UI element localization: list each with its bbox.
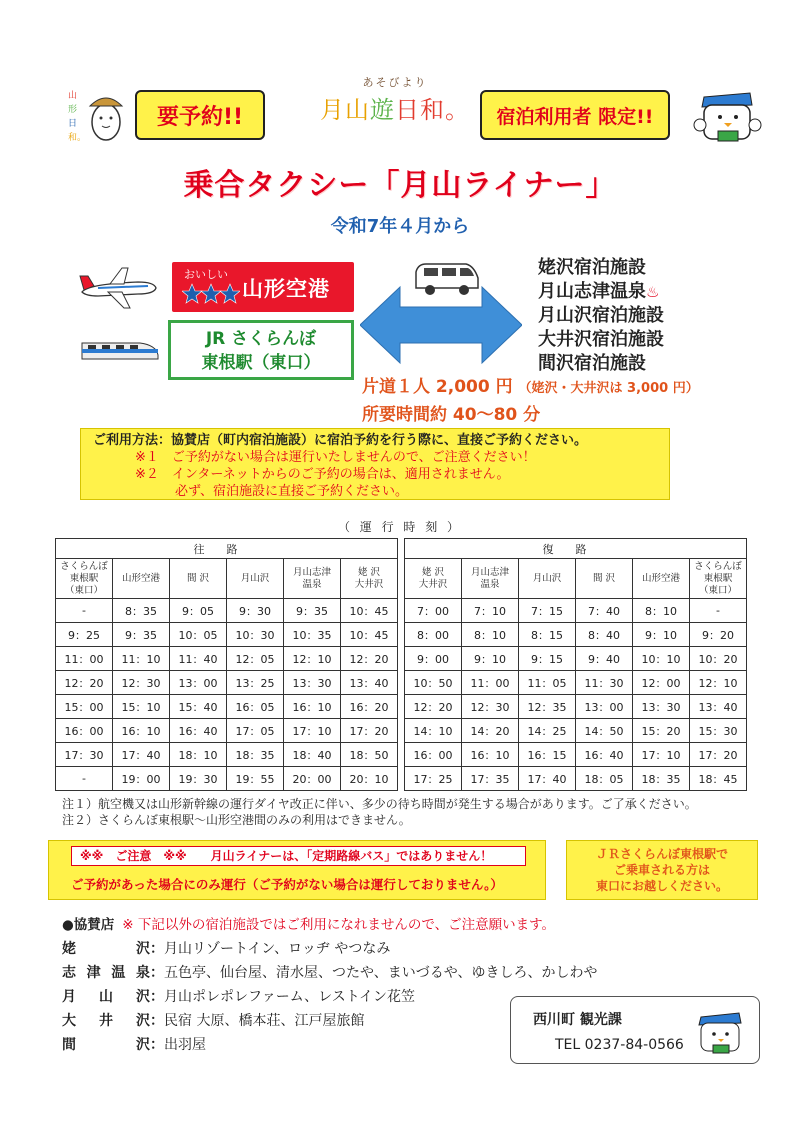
return-time-cell: 18：45 — [690, 767, 747, 791]
logo-part-gassan: 月山 — [320, 96, 370, 124]
yamagata-mascot-icon — [62, 80, 132, 150]
partner-shop-row — [62, 962, 682, 982]
outbound-table-row — [56, 599, 398, 623]
jr-notice-line: ＪＲさくらんぼ東根駅で — [595, 847, 728, 861]
contact-box — [510, 996, 760, 1064]
logo-ruby-text: あそびより — [362, 76, 428, 89]
outbound-label: 往路 — [56, 539, 398, 559]
destination-item: 姥沢宿泊施設 — [538, 257, 646, 278]
outbound-time-cell: 18：50 — [341, 743, 398, 767]
sakuranbo-higashine-station-label — [168, 320, 354, 380]
outbound-column-header: 間 沢 — [170, 559, 227, 599]
outbound-time-cell: 13：30 — [284, 671, 341, 695]
outbound-column-header: 山形空港 — [113, 559, 170, 599]
note-1: 注１）航空機又は山形新幹線の運行ダイヤ改正に伴い、多少の待ち時間が発生する場合があります。ご了承ください。 — [62, 797, 697, 811]
outbound-time-cell: 12：10 — [284, 647, 341, 671]
return-table-row — [405, 695, 747, 719]
partner-shops-note: ※ 下記以外の宿泊施設ではご利用になれませんので、ご注意願います。 — [122, 917, 556, 933]
outbound-table-row — [56, 647, 398, 671]
return-time-cell: 10：20 — [690, 647, 747, 671]
outbound-time-cell: 17：20 — [341, 719, 398, 743]
page-title: 乗合タクシー「月山ライナー」 — [183, 168, 617, 203]
return-time-cell: 8：15 — [519, 623, 576, 647]
outbound-time-cell: 9：35 — [284, 599, 341, 623]
outbound-table-row — [56, 767, 398, 791]
return-table-row — [405, 671, 747, 695]
shop-names: 出羽屋 — [164, 1037, 206, 1053]
shop-separator: ： — [150, 989, 164, 1005]
note-2: 注２）さくらんぼ東根駅～山形空港間のみの利用はできません。 — [62, 813, 411, 827]
outbound-table-row — [56, 743, 398, 767]
outbound-time-cell: 16：05 — [227, 695, 284, 719]
outbound-time-cell: 12：20 — [56, 671, 113, 695]
partner-shops-heading: ●協賛店 ※ 下記以外の宿泊施設ではご利用になれませんので、ご注意願います。 — [62, 917, 556, 933]
shop-area-label: 志津温泉 — [62, 965, 150, 981]
station-line1: JR さくらんぼ — [205, 329, 317, 349]
outbound-time-cell: 12：05 — [227, 647, 284, 671]
logo-part-biyori: 日和。 — [395, 96, 470, 124]
reservation-required-badge: 要予約!! — [135, 90, 265, 140]
airport-tagline: おいしい — [184, 268, 228, 281]
fare-info — [362, 372, 782, 425]
airplane-icon — [78, 262, 160, 312]
outbound-time-cell: 15：00 — [56, 695, 113, 719]
return-time-cell: 9：10 — [633, 623, 690, 647]
outbound-time-cell: 17：40 — [113, 743, 170, 767]
partner-shop-row — [62, 938, 682, 958]
station-line2: 東根駅（東口） — [201, 353, 321, 373]
outbound-time-cell: 19：30 — [170, 767, 227, 791]
return-time-cell: 12：35 — [519, 695, 576, 719]
shop-separator: ： — [150, 965, 164, 981]
outbound-timetable — [55, 538, 398, 791]
svg-text:和。: 和。 — [68, 133, 87, 143]
return-time-cell: 14：50 — [576, 719, 633, 743]
return-time-cell: 12：00 — [633, 671, 690, 695]
airport-stars-icon — [182, 282, 240, 306]
return-time-cell: 7：10 — [462, 599, 519, 623]
travel-time: 所要時間約 40～80 分 — [362, 405, 541, 425]
outbound-time-cell: 13：25 — [227, 671, 284, 695]
return-time-cell: 12：10 — [690, 671, 747, 695]
outbound-time-cell: 12：30 — [113, 671, 170, 695]
return-time-cell: 10：10 — [633, 647, 690, 671]
gassan-asobiyori-logo — [295, 90, 495, 125]
outbound-time-cell: 11：10 — [113, 647, 170, 671]
shop-area-label: 月山沢 — [62, 989, 150, 1005]
outbound-time-cell: 16：10 — [113, 719, 170, 743]
outbound-table-row — [56, 695, 398, 719]
return-time-cell: - — [690, 599, 747, 623]
return-time-cell: 14：20 — [462, 719, 519, 743]
timetable-notes — [62, 796, 782, 828]
return-time-cell: 17：40 — [519, 767, 576, 791]
return-column-header: 間 沢 — [576, 559, 633, 599]
return-table-row — [405, 743, 747, 767]
outbound-time-cell: 10：35 — [284, 623, 341, 647]
shop-names: 月山リゾートイン、ロッヂ やつなみ — [164, 941, 391, 957]
return-time-cell: 7：40 — [576, 599, 633, 623]
outbound-column-header: 姥 沢 大井沢 — [341, 559, 398, 599]
destination-item: 大井沢宿泊施設 — [538, 329, 664, 350]
usage-note-1: ※１ ご予約がない場合は運行いたしませんので、ご注意ください！ — [135, 450, 536, 465]
outbound-time-cell: - — [56, 767, 113, 791]
outbound-column-header: 月山沢 — [227, 559, 284, 599]
shinkansen-train-icon — [80, 335, 160, 363]
return-time-cell: 9：10 — [462, 647, 519, 671]
return-time-cell: 18：05 — [576, 767, 633, 791]
timetable-caption: （ 運 行 時 刻 ） — [337, 520, 463, 534]
return-time-cell: 8：10 — [462, 623, 519, 647]
return-time-cell: 11：30 — [576, 671, 633, 695]
outbound-time-cell: 13：00 — [170, 671, 227, 695]
contact-phone: TEL 0237-84-0566 — [555, 1037, 684, 1053]
caution-line-2: ご予約があった場合にのみ運行（ご予約がない場合は運行しておりません。） — [71, 877, 503, 892]
caution-box — [48, 840, 546, 900]
outbound-time-cell: 13：40 — [341, 671, 398, 695]
outbound-time-cell: 16：40 — [170, 719, 227, 743]
fare-price: 片道１人 2,000 円 — [362, 377, 513, 397]
return-time-cell: 16：40 — [576, 743, 633, 767]
return-time-cell: 17：35 — [462, 767, 519, 791]
guests-only-badge: 宿泊利用者 限定!! — [480, 90, 670, 140]
return-time-cell: 16：00 — [405, 743, 462, 767]
outbound-time-cell: 16：20 — [341, 695, 398, 719]
return-table-row — [405, 719, 747, 743]
shop-area-label: 間沢 — [62, 1037, 150, 1053]
nishikawa-mascot-small-icon — [691, 1001, 751, 1061]
return-time-cell: 7：00 — [405, 599, 462, 623]
outbound-time-cell: 16：00 — [56, 719, 113, 743]
return-time-cell: 13：30 — [633, 695, 690, 719]
return-time-cell: 14：10 — [405, 719, 462, 743]
shop-names: 民宿 大原、橋本荘、江戸屋旅館 — [164, 1013, 365, 1029]
outbound-time-cell: 10：30 — [227, 623, 284, 647]
jr-notice-line: ご乗車される方は — [613, 863, 710, 877]
destination-list — [538, 256, 768, 376]
nishikawa-mascot-icon — [690, 75, 765, 150]
return-time-cell: 15：30 — [690, 719, 747, 743]
destination-item: 間沢宿泊施設 — [538, 353, 646, 374]
shop-separator: ： — [150, 1013, 164, 1029]
taxi-van-icon — [412, 260, 482, 298]
outbound-time-cell: 15：40 — [170, 695, 227, 719]
return-label: 復路 — [405, 539, 747, 559]
yamagata-airport-label — [172, 262, 354, 312]
hot-spring-icon: ♨ — [646, 283, 660, 301]
caution-line-1: ※※ ご注意 ※※ 月山ライナーは、「定期路線バス」ではありません！ — [71, 846, 526, 866]
destination-item: 月山沢宿泊施設 — [538, 305, 664, 326]
return-time-cell: 9：15 — [519, 647, 576, 671]
usage-main: ご利用方法：協賛店（町内宿泊施設）に宿泊予約を行う際に、直接ご予約ください。 — [93, 433, 588, 448]
outbound-time-cell: 17：10 — [284, 719, 341, 743]
outbound-time-cell: 19：55 — [227, 767, 284, 791]
outbound-time-cell: - — [56, 599, 113, 623]
outbound-time-cell: 10：45 — [341, 599, 398, 623]
outbound-time-cell: 18：10 — [170, 743, 227, 767]
outbound-time-cell: 9：05 — [170, 599, 227, 623]
return-table-row — [405, 647, 747, 671]
shop-separator: ： — [150, 941, 164, 957]
return-time-cell: 18：35 — [633, 767, 690, 791]
return-time-cell: 8：40 — [576, 623, 633, 647]
outbound-time-cell: 18：35 — [227, 743, 284, 767]
logo-part-asobi: 遊 — [370, 96, 395, 124]
jr-notice-line: 東口にお越しください。 — [595, 879, 728, 893]
return-time-cell: 12：30 — [462, 695, 519, 719]
outbound-time-cell: 18：40 — [284, 743, 341, 767]
outbound-time-cell: 20：10 — [341, 767, 398, 791]
outbound-table-row — [56, 671, 398, 695]
start-date-subtitle: 令和7年４月から — [330, 216, 470, 237]
outbound-time-cell: 10：05 — [170, 623, 227, 647]
svg-text:形: 形 — [68, 105, 78, 115]
outbound-time-cell: 17：05 — [227, 719, 284, 743]
return-time-cell: 14：25 — [519, 719, 576, 743]
outbound-time-cell: 15：10 — [113, 695, 170, 719]
return-time-cell: 10：50 — [405, 671, 462, 695]
return-column-header: 月山志津 温泉 — [462, 559, 519, 599]
outbound-time-cell: 9：25 — [56, 623, 113, 647]
airport-name: 山形空港 — [242, 277, 330, 301]
outbound-time-cell: 17：30 — [56, 743, 113, 767]
return-time-cell: 15：20 — [633, 719, 690, 743]
contact-org: 西川町 観光課 — [533, 1012, 622, 1028]
shop-area-label: 大井沢 — [62, 1013, 150, 1029]
usage-note-3: 必ず、宿泊施設に直接ご予約ください。 — [175, 484, 408, 499]
shop-area-label: 姥沢 — [62, 941, 150, 957]
return-time-cell: 16：15 — [519, 743, 576, 767]
return-time-cell: 8：00 — [405, 623, 462, 647]
return-time-cell: 11：00 — [462, 671, 519, 695]
return-time-cell: 7：15 — [519, 599, 576, 623]
shop-names: 月山ポレポレファーム、レストイン花笠 — [164, 989, 416, 1005]
shop-names: 五色亭、仙台屋、清水屋、つたや、まいづるや、ゆきしろ、かしわや — [164, 965, 598, 981]
outbound-time-cell: 20：00 — [284, 767, 341, 791]
jr-station-notice — [566, 840, 758, 900]
return-table-row — [405, 623, 747, 647]
outbound-column-header: 月山志津 温泉 — [284, 559, 341, 599]
outbound-time-cell: 11：00 — [56, 647, 113, 671]
shop-separator: ： — [150, 1037, 164, 1053]
outbound-time-cell: 10：45 — [341, 623, 398, 647]
outbound-time-cell: 9：30 — [227, 599, 284, 623]
usage-note-2: ※２ インターネットからのご予約の場合は、適用されません。 — [135, 467, 510, 482]
svg-text:日: 日 — [68, 119, 78, 129]
return-table-row — [405, 767, 747, 791]
outbound-time-cell: 11：40 — [170, 647, 227, 671]
usage-instructions — [80, 428, 670, 500]
return-table-row — [405, 599, 747, 623]
destination-item: 月山志津温泉♨ — [538, 281, 660, 302]
outbound-time-cell: 9：35 — [113, 623, 170, 647]
fare-note: （姥沢・大井沢は 3,000 円） — [518, 381, 699, 396]
return-time-cell: 9：40 — [576, 647, 633, 671]
return-time-cell: 13：00 — [576, 695, 633, 719]
return-time-cell: 9：00 — [405, 647, 462, 671]
return-time-cell: 8：10 — [633, 599, 690, 623]
outbound-time-cell: 12：20 — [341, 647, 398, 671]
return-time-cell: 17：25 — [405, 767, 462, 791]
outbound-table-row — [56, 623, 398, 647]
return-time-cell: 12：20 — [405, 695, 462, 719]
outbound-column-header: さくらんぼ 東根駅 （東口） — [56, 559, 113, 599]
return-column-header: 姥 沢 大井沢 — [405, 559, 462, 599]
return-time-cell: 9：20 — [690, 623, 747, 647]
return-column-header: さくらんぼ 東根駅 （東口） — [690, 559, 747, 599]
outbound-time-cell: 19：00 — [113, 767, 170, 791]
outbound-time-cell: 16：10 — [284, 695, 341, 719]
return-time-cell: 11：05 — [519, 671, 576, 695]
outbound-table-row — [56, 719, 398, 743]
return-timetable — [404, 538, 747, 791]
outbound-time-cell: 8：35 — [113, 599, 170, 623]
return-time-cell: 13：40 — [690, 695, 747, 719]
return-time-cell: 17：20 — [690, 743, 747, 767]
svg-text:山: 山 — [68, 91, 78, 101]
return-time-cell: 17：10 — [633, 743, 690, 767]
return-column-header: 月山沢 — [519, 559, 576, 599]
return-column-header: 山形空港 — [633, 559, 690, 599]
return-time-cell: 16：10 — [462, 743, 519, 767]
